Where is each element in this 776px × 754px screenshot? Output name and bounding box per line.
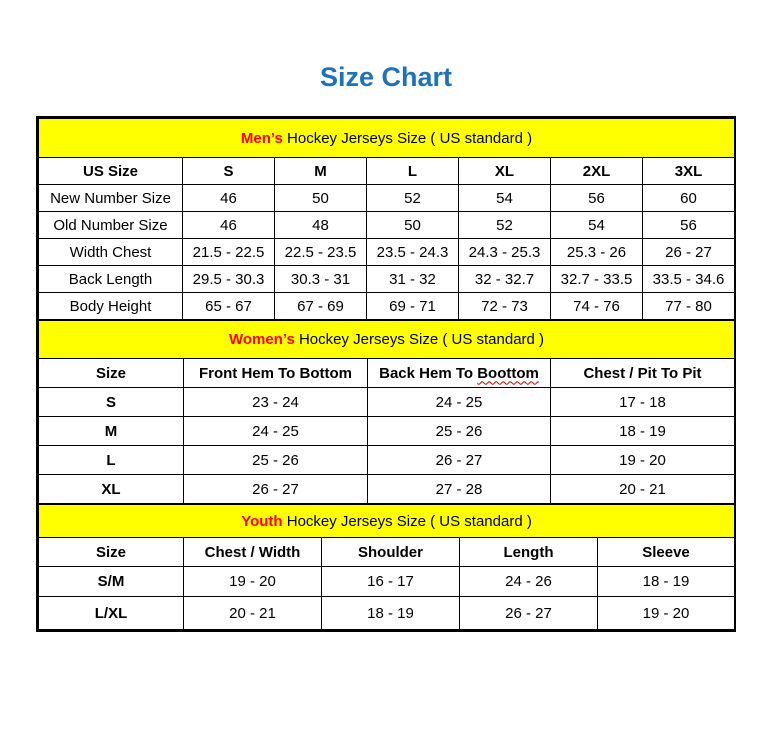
womens-group-label: Women’s xyxy=(228,331,295,348)
mens-group-label: Men’s xyxy=(240,129,283,147)
value-cell: 19 - 20 xyxy=(598,597,735,630)
womens-section-text: Hockey Jerseys Size ( US standard ) xyxy=(298,331,545,348)
column-header-cell: Size xyxy=(39,359,184,388)
youth-section-text: Hockey Jerseys Size ( US standard ) xyxy=(286,512,532,530)
column-header-cell: L xyxy=(367,158,459,185)
table-row xyxy=(39,212,735,239)
value-cell: 24 - 26 xyxy=(460,567,598,597)
column-header-cell: Size xyxy=(39,538,184,567)
value-cell: 24 - 25 xyxy=(184,417,368,446)
value-cell: 69 - 71 xyxy=(367,293,459,320)
value-cell: 67 - 69 xyxy=(275,293,367,320)
value-cell: 33.5 - 34.6 xyxy=(643,266,735,293)
value-cell: 23.5 - 24.3 xyxy=(367,239,459,266)
value-cell: 60 xyxy=(643,185,735,212)
value-cell: 23 - 24 xyxy=(184,388,368,417)
row-label-cell: New Number Size xyxy=(39,185,183,212)
column-header-cell: Length xyxy=(460,538,598,567)
table-row xyxy=(39,388,735,417)
womens-size-table xyxy=(38,320,735,504)
row-label-cell: Width Chest xyxy=(39,239,183,266)
column-header-cell: Chest / Width xyxy=(184,538,322,567)
row-label-cell: S xyxy=(39,388,184,417)
value-cell: 46 xyxy=(183,212,275,239)
table-row xyxy=(39,266,735,293)
value-cell: 26 - 27 xyxy=(184,475,368,504)
value-cell: 74 - 76 xyxy=(551,293,643,320)
row-label-cell: L xyxy=(39,446,184,475)
value-cell: 77 - 80 xyxy=(643,293,735,320)
mens-size-table xyxy=(38,118,735,320)
row-label-cell: Body Height xyxy=(39,293,183,320)
table-row xyxy=(39,597,735,630)
value-cell: 32.7 - 33.5 xyxy=(551,266,643,293)
column-header-cell: M xyxy=(275,158,367,185)
table-row xyxy=(39,417,735,446)
value-cell: 25 - 26 xyxy=(184,446,368,475)
mens-section-title xyxy=(39,119,735,158)
table-row xyxy=(39,567,735,597)
column-header-cell: 2XL xyxy=(551,158,643,185)
row-label-cell: S/M xyxy=(39,567,184,597)
page-title: Size Chart xyxy=(319,62,453,92)
row-label-cell: M xyxy=(39,417,184,446)
table-row xyxy=(39,475,735,504)
column-header-cell: 3XL xyxy=(643,158,735,185)
row-label-cell: XL xyxy=(39,475,184,504)
column-header-cell: Shoulder xyxy=(322,538,460,567)
value-cell: 50 xyxy=(367,212,459,239)
value-cell: 50 xyxy=(275,185,367,212)
value-cell: 54 xyxy=(551,212,643,239)
value-cell: 30.3 - 31 xyxy=(275,266,367,293)
value-cell: 26 - 27 xyxy=(368,446,551,475)
mens-section-band xyxy=(39,119,735,158)
youth-section-band xyxy=(39,505,735,538)
youth-header-row xyxy=(39,538,735,567)
value-cell: 54 xyxy=(459,185,551,212)
value-cell: 16 - 17 xyxy=(322,567,460,597)
mens-header-row xyxy=(39,158,735,185)
value-cell: 26 - 27 xyxy=(643,239,735,266)
table-row xyxy=(39,185,735,212)
value-cell: 19 - 20 xyxy=(184,567,322,597)
value-cell: 25.3 - 26 xyxy=(551,239,643,266)
value-cell: 20 - 21 xyxy=(184,597,322,630)
size-tables-container xyxy=(36,116,736,632)
size-chart-document xyxy=(0,62,776,632)
value-cell: 17 - 18 xyxy=(551,388,735,417)
value-cell: 22.5 - 23.5 xyxy=(275,239,367,266)
value-cell: 31 - 32 xyxy=(367,266,459,293)
value-cell: 27 - 28 xyxy=(368,475,551,504)
value-cell: 56 xyxy=(643,212,735,239)
womens-header-row xyxy=(39,359,735,388)
youth-group-label: Youth xyxy=(241,512,283,530)
youth-section-title xyxy=(39,505,735,538)
mens-section-text: Hockey Jerseys Size ( US standard ) xyxy=(287,129,533,147)
value-cell: 52 xyxy=(459,212,551,239)
value-cell: 26 - 27 xyxy=(460,597,598,630)
table-row xyxy=(39,239,735,266)
value-cell: 56 xyxy=(551,185,643,212)
value-cell: 24 - 25 xyxy=(368,388,551,417)
row-label-cell: Old Number Size xyxy=(39,212,183,239)
value-cell: 46 xyxy=(183,185,275,212)
value-cell: 25 - 26 xyxy=(368,417,551,446)
value-cell: 72 - 73 xyxy=(459,293,551,320)
value-cell: 32 - 32.7 xyxy=(459,266,551,293)
value-cell: 52 xyxy=(367,185,459,212)
column-header-cell: US Size xyxy=(39,158,183,185)
header-text-misspelled: Boottom xyxy=(477,364,539,382)
value-cell: 20 - 21 xyxy=(551,475,735,504)
value-cell: 18 - 19 xyxy=(551,417,735,446)
value-cell: 19 - 20 xyxy=(551,446,735,475)
table-row xyxy=(39,293,735,320)
value-cell: 29.5 - 30.3 xyxy=(183,266,275,293)
youth-size-table xyxy=(38,504,735,630)
column-header-cell: S xyxy=(183,158,275,185)
row-label-cell: Back Length xyxy=(39,266,183,293)
row-label-cell: L/XL xyxy=(39,597,184,630)
column-header-cell: Chest / Pit To Pit xyxy=(551,359,735,388)
column-header-cell: Front Hem To Bottom xyxy=(184,359,368,388)
womens-section-title xyxy=(39,321,735,359)
header-text-prefix: Back Hem To xyxy=(379,364,474,382)
column-header-cell xyxy=(368,359,551,388)
womens-section-band xyxy=(39,321,735,359)
column-header-cell: Sleeve xyxy=(598,538,735,567)
value-cell: 21.5 - 22.5 xyxy=(183,239,275,266)
value-cell: 24.3 - 25.3 xyxy=(459,239,551,266)
value-cell: 65 - 67 xyxy=(183,293,275,320)
table-row xyxy=(39,446,735,475)
value-cell: 48 xyxy=(275,212,367,239)
value-cell: 18 - 19 xyxy=(598,567,735,597)
column-header-cell: XL xyxy=(459,158,551,185)
value-cell: 18 - 19 xyxy=(322,597,460,630)
